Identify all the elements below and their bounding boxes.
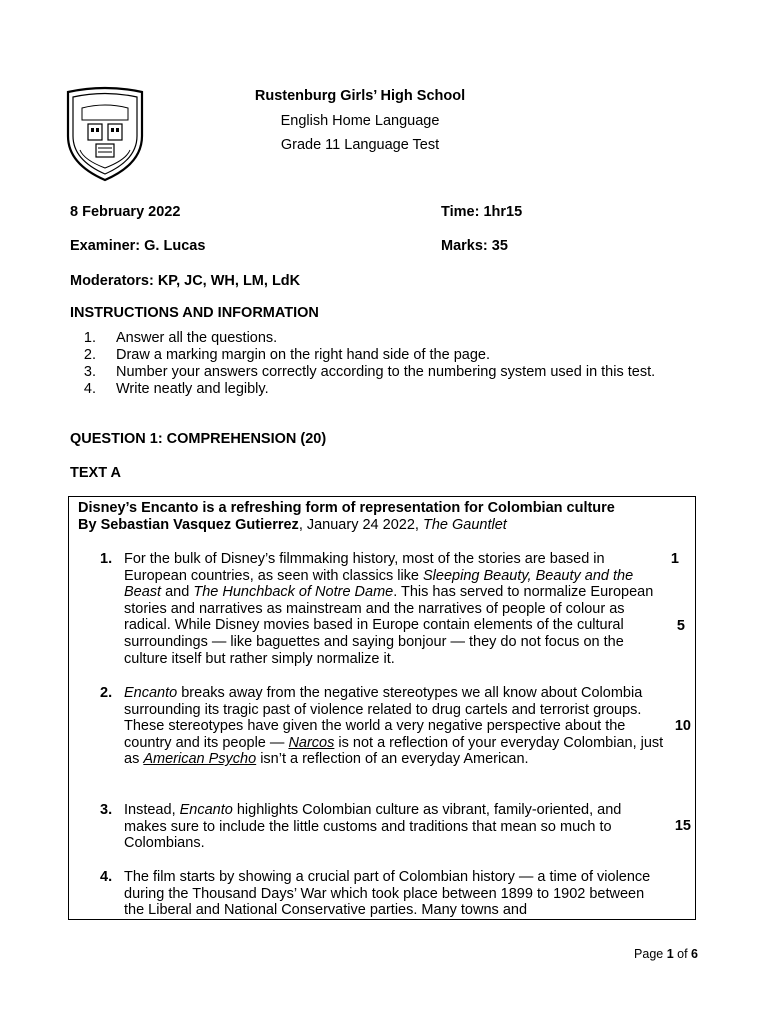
moderators: Moderators: KP, JC, WH, LM, LdK — [70, 273, 301, 289]
article-byline: By Sebastian Vasquez Gutierrez, January 24 2022, The Gauntlet — [78, 517, 507, 533]
article-title: Disney’s Encanto is a refreshing form of representation for Colombian culture — [78, 500, 615, 516]
list-item: 3. Number your answers correctly according to the numbering system used in this test. — [83, 364, 656, 380]
examiner: Examiner: G. Lucas — [70, 238, 206, 254]
instructions-heading: INSTRUCTIONS AND INFORMATION — [70, 305, 319, 321]
test-time: Time: 1hr15 — [441, 204, 523, 220]
list-item: 1. Answer all the questions. — [83, 330, 278, 346]
paragraph-2: 2. Encanto breaks away from the negative stereotypes we all know about Colombia surrounding its tragic past of violence related to drug cartels and terrorist groups. These stereotypes have given the world a very negative perspective about the country and its people — Narcos is not a reflection of your everyday Colombian, just as American Psycho isn’t a reflection of an everyday American. — [100, 685, 664, 768]
article-author: By Sebastian Vasquez Gutierrez — [78, 517, 299, 533]
test-name: Grade 11 Language Test — [280, 137, 440, 153]
list-item: 4. Write neatly and legibly. — [83, 381, 269, 397]
paragraph-3: 3. Instead, Encanto highlights Colombian culture as vibrant, family-oriented, and makes sure to include the little customs and traditions that mean so much to Colombians. — [100, 802, 622, 852]
test-date: 8 February 2022 — [70, 204, 181, 220]
paragraph-4: 4. The film starts by showing a crucial part of Colombian history — a time of violence during the Thousand Days’ War which took place between 1899 to 1902 between the Liberal and National Conservative parties. Many towns and — [100, 869, 651, 919]
list-item: 2. Draw a marking margin on the right hand side of the page. — [83, 347, 490, 363]
article-box — [68, 496, 696, 920]
article-publication: The Gauntlet — [422, 517, 507, 533]
line-number: 1 — [670, 551, 679, 567]
line-number: 5 — [676, 618, 685, 634]
page-indicator: Page 1 of 6 — [634, 947, 698, 961]
paragraph-1: 1. For the bulk of Disney’s filmmaking history, most of the stories are based in European countries, as seen with classics like Sleeping Beauty, Beauty and the Beast and The Hunchback of Notre Dame. This has served to normalize European stories and narratives as mainstream and the narratives of people of colour as radical. While Disney movies based in Europe contain elements of the cultural surroundings — like baguettes and saying bonjour — they do not focus on the culture itself but rather simply normalize it. — [100, 551, 654, 667]
school-crest-icon — [62, 84, 148, 182]
instructions-list — [70, 330, 655, 398]
line-number: 10 — [674, 718, 691, 734]
test-marks: Marks: 35 — [441, 238, 508, 254]
text-label: TEXT A — [70, 465, 122, 481]
subject-name: English Home Language — [280, 113, 440, 129]
question-heading: QUESTION 1: COMPREHENSION (20) — [70, 431, 327, 447]
school-name: Rustenburg Girls’ High School — [254, 88, 466, 104]
line-number: 15 — [674, 818, 691, 834]
